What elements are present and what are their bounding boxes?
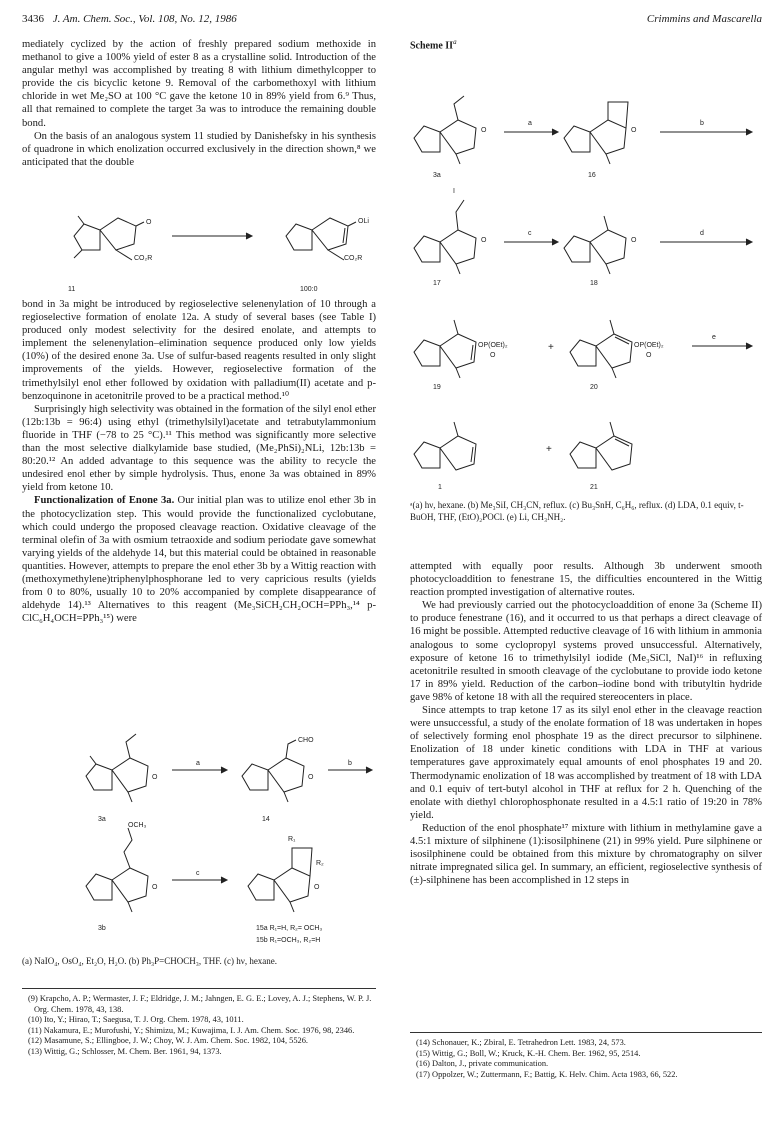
footnote-rule <box>410 1032 762 1033</box>
reference: (12) Masamune, S.; Ellingboe, J. W.; Choy, W. J. Am. Chem. Soc. 1982, 104, 5526. <box>28 1036 309 1046</box>
label-o: O <box>481 127 487 134</box>
reference: (11) Nakamura, E.; Murofushi, Y.; Shimizu, M.; Kuwajima, I. J. Am. Chem. Soc. 1976, 98, 2346. <box>28 1025 355 1035</box>
compound-number-11: 11 <box>68 286 76 293</box>
label-o: O <box>152 774 158 781</box>
paragraph: attempted with equally poor results. Although 3b underwent smooth photocycloaddition to fenestrane 15, the difficulties encountered in the Wittig reaction prompted investigation of alternative routes. <box>410 561 762 599</box>
arrow-label-e: e <box>712 334 716 341</box>
compound-number-3b: 3b <box>98 925 106 932</box>
compound-number-19: 19 <box>433 384 441 391</box>
reference: (13) Wittig, G.; Schlosser, M. Chem. Ber. 1961, 94, 1373. <box>28 1046 222 1056</box>
structure-15 <box>248 848 312 912</box>
label-ketone-o: O <box>146 219 152 226</box>
right-column-body <box>410 560 762 887</box>
arrow-label-d: d <box>700 230 704 237</box>
paragraph: mediately cyclized by the action of freshly prepared sodium methoxide in methanol to give a 100% yield of ester 8 as a crystalline solid. Introduction of the angular methyl was accomplished by treating 8 with lithium dimethylcopper to provide the cis bicyclic ketone 9. Removal of the carbomethoxyl with lithium chloride in wet Me₂SO at 100 °C gave the ketone 10 in 89% yield from 6.⁹ Thus, all that remained to complete the target 3a was to introduce the remaining double bond. <box>22 39 376 129</box>
reference: (15) Wittig, G.; Boll, W.; Kruck, K.-H. Chem. Ber. 1962, 95, 2514. <box>416 1048 641 1058</box>
structure-18 <box>564 216 626 274</box>
left-column-top <box>22 38 376 169</box>
paragraph <box>22 494 376 625</box>
paragraph: bond in 3a might be introduced by regioselective selenenylation of 10 through a regioselective formation of enolate 12a. A study of several bases (see Table I) produced only modest selectivity for the desired enolate, and attempts to implement the selenenylation–elimination sequence produced only low yields (10%) of the desired enone 3a. Use of sulfur-based reagents resulted in only slight improvements of the yields. However, regioselective formation of the trimethylsilyl enol ether followed by oxidation with palladium(II) acetate and p-benzoquinone in acetonitrile proved to be a practical method.¹⁰ <box>22 299 376 402</box>
label-cho: CHO <box>298 737 314 744</box>
arrow-label-b: b <box>700 120 704 127</box>
compound-number-20: 20 <box>590 384 598 391</box>
structure-1 <box>414 422 476 470</box>
structure-11 <box>74 216 144 260</box>
references-right <box>416 1038 762 1080</box>
paragraph: Surprisingly high selectivity was obtained in the formation of the silyl enol ether (12b:13b = 96:4) using ethyl (trimethylsilyl)acetate and tetrabutylammonium fluoride in THF (−78 to 25 °C).¹¹ This method was significantly more selective than the most selective dialkylamide base studied, (Me₂PhSi)₂NLi, 12b:13b = 80:20.¹² An added advantage to this sequence was the ability to recycle the undesired enol ether by simple hydrolysis. Thus, enone 3a was obtained in 89% yield from ketone 10. <box>22 403 376 494</box>
enolization-scheme <box>22 200 376 300</box>
label-phosphate-20: OP(OEt)₂ <box>634 342 664 349</box>
scheme-title: Scheme $II^a$ <box>410 38 457 52</box>
structure-3a <box>414 96 476 164</box>
label-och3: OCH₃ <box>128 822 147 829</box>
reference: (17) Oppolzer, W.; Zuttermann, F.; Battig, K. Helv. Chim. Acta 1983, 66, 522. <box>416 1069 678 1079</box>
label-r1: R₁ <box>288 836 296 843</box>
compound-number-14: 14 <box>262 816 270 823</box>
compound-number-3a: 3a <box>433 172 441 179</box>
label-phosphate-o-20: O <box>646 352 652 359</box>
arrow-label-a: a <box>528 120 532 127</box>
section-heading: Functionalization of Enone 3a. <box>34 495 175 507</box>
label-o: O <box>308 774 314 781</box>
compound-number-16: 16 <box>588 172 596 179</box>
running-header <box>22 13 762 27</box>
structure-3b <box>86 828 148 912</box>
compound-number-18: 18 <box>590 280 598 287</box>
footnote-rule <box>22 988 376 989</box>
scheme-footnote-mark: a <box>453 38 457 46</box>
structure-14 <box>242 740 304 802</box>
label-co2r-left: CO₂R <box>134 255 153 262</box>
arrow-label-b: b <box>348 760 352 767</box>
scheme-caption-left: (a) NaIO₄, OsO₄, Et₂O, H₂O. (b) Ph₃P=CHOCH₃, THF. (c) hν, hexane. <box>22 956 278 966</box>
structure-21 <box>570 422 632 470</box>
structure-16 <box>564 102 628 164</box>
compound-15a: 15a R₁=H, R₂= OCH₃ <box>256 925 323 932</box>
label-o: O <box>152 884 158 891</box>
reference: (10) Ito, Y.; Hirao, T.; Saegusa, T. J. Org. Chem. 1978, 43, 1011. <box>28 1015 244 1025</box>
label-iodo: I <box>453 188 455 195</box>
page-number: 3436 <box>22 13 44 25</box>
paragraph: Since attempts to trap ketone 17 as its silyl enol ether in the cleavage reaction were unsuccessful, a study of the enolate formation of 18 was undertaken in hopes of selectively forming enol phosphate 19 as the direct precursor to silphinene. Enolization of 18 under kinetic conditions with LDA in THF at various temperatures gave approximately equal amounts of enol phosphates 19 and 20. Thermodynamic enolization of 18 was accomplished by treatment of 18 with LDA and 0.1 equiv of tert-butyl alcohol in THF at reflux for 2 h. Quenching of the enolate with diethyl chlorophosphonate resulted in a 4.5:1 ratio of 19:20 in 78% yield. <box>410 705 762 821</box>
arrow-label-a: a <box>196 760 200 767</box>
paragraph: We had previously carried out the photocycloaddition of enone 3a (Scheme II) to produce fenestrane (16), and it occurred to us that perhaps a direct cleavage of 16 might be possible. Attempted reductive cleavage of 16 with lithium in ammonia analogous to some cyclopropyl systems proved unsuccessful. Alternatively, exposure of ketone 16 to trimethylsilyl iodide (Me₃SiCl, NaI)¹⁶ in refluxing acetonitrile resulted in smooth cleavage of the cyclobutane to provide iodo ketone 17 in 89% yield. Reduction of the carbon–iodine bond with tributyltin hydride gave 98% of ketone 18 with all the required stereocenters in place. <box>410 600 762 703</box>
scheme-ii-caption: ᵃ(a) hν, hexane. (b) Me₃SiI, CH₃CN, reflux. (c) Bu₃SnH, C₆H₆, reflux. (d) LDA, 0.1 equiv, t-BuOH, THF, (EtO)₂POCl. (e) Li, CH₃NH₂. <box>410 500 744 522</box>
structure-20 <box>570 320 632 378</box>
structure-17 <box>414 200 476 274</box>
section-text: Our initial plan was to utilize enol ether 3b in the photocyclization step. This would provide the functionalized cyclobutane, which could undergo the proposed cleavage reaction. Oxidative cleavage of the terminal olefin of 3a with osmium tetraoxide and sodium periodate gave somewhat varying yields of the aldehyde 14, but this material could be obtained in reasonable quantities. However, attempts to prepare the enol ether 3b by a Wittig reaction with (methoxymethylene)triphenylphosphorane led to very capricious results (yields from 0 to 80%, usually 10 to 20% accompanied by complete disappearance of aldehyde 14).¹³ Alternatives to this reagent (Me₃SiCH₂CH₂OCH=PPh₃,¹⁴ p-ClC₆H₄OCH=PPh₃¹⁵) were <box>22 495 376 625</box>
reference: (16) Dalton, J., private communication. <box>416 1059 549 1069</box>
structure-3a-left <box>86 734 148 802</box>
label-phosphate-19: OP(OEt)₂ <box>478 342 508 349</box>
ratio-label: 100:0 <box>300 286 318 293</box>
plus-sign: + <box>548 342 554 353</box>
scheme-ii-drawing <box>400 52 770 472</box>
label-oli: OLi <box>358 218 369 225</box>
label-phosphate-o-19: O <box>490 352 496 359</box>
paragraph: On the basis of an analogous system 11 studied by Danishefsky in his synthesis of quadrone in which enolization occurred exclusively in the direction shown,⁸ we anticipated that the double <box>22 130 376 168</box>
plus-sign: + <box>546 444 552 455</box>
label-o: O <box>481 237 487 244</box>
journal-citation: J. Am. Chem. Soc., Vol. 108, No. 12, 1986 <box>52 13 237 25</box>
structure-19 <box>414 320 476 378</box>
compound-number-21: 21 <box>590 484 598 491</box>
left-column-middle <box>22 298 376 625</box>
label-o: O <box>631 127 637 134</box>
structure-enolate <box>286 218 356 260</box>
label-r2: R₂ <box>316 860 324 867</box>
label-o: O <box>631 237 637 244</box>
compound-15b: 15b R₁=OCH₃, R₂=H <box>256 937 321 944</box>
label-o: O <box>314 884 320 891</box>
compound-number-1: 1 <box>438 484 442 491</box>
label-co2r-right: CO₂R <box>344 255 363 262</box>
compound-number-17: 17 <box>433 280 441 287</box>
arrow-label-c: c <box>196 870 200 877</box>
reference: (14) Schonauer, K.; Zbiral, E. Tetrahedron Lett. 1983, 24, 573. <box>416 1038 626 1047</box>
arrow-label-c: c <box>528 230 532 237</box>
compound-number-3a: 3a <box>98 816 106 823</box>
paragraph: Reduction of the enol phosphate¹⁷ mixture with lithium in methylamine gave a 4.5:1 mixture of silphinene (1):isosilphinene (21) in 99% yield. Pure silphinene or isosilphinene could be obtained from this mixture by chromatography on silver nitrate impregnated silica gel. In summary, an efficient, regioselective synthesis of (±)-silphinene has been accomplished in 12 steps in <box>410 822 762 887</box>
author-names: Crimmins and Mascarella <box>646 13 762 25</box>
references-left <box>28 994 376 1058</box>
reference: (9) Krapcho, A. P.; Wermaster, J. F.; Eldridge, J. M.; Jahngen, E. G. E.; Lovey, A. J.; Stephens, W. P. J. Org. Chem. 1978, 43, 138. <box>28 994 372 1014</box>
